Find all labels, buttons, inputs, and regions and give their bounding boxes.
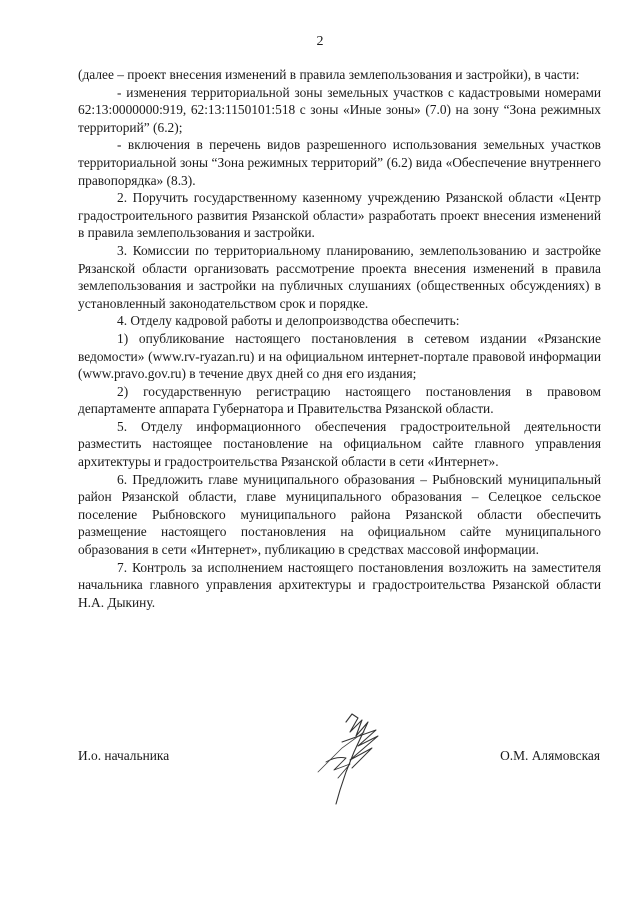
paragraph-item-4: 4. Отделу кадровой работы и делопроизводства обеспечить: <box>117 313 460 329</box>
page-number: 2 <box>316 34 324 49</box>
paragraph-item-6: 6. Предложить главе муниципального образования – Рыбновский муниципальный район Рязанской области, главе муниципального образования – Селецкое сельское поселение Рыбновского муниципального района Рязанской области обеспечить размещение настоящего постановления на официальном сайте муниципального образования в сети «Интернет», публикацию в средствах массовой информации. <box>78 471 601 558</box>
signatory-position: И.о. начальника <box>78 748 170 763</box>
paragraph-item-5: 5. Отделу информационного обеспечения градостроительной деятельности разместить настоящее постановление на официальном сайте главного управления архитектуры и градостроительства Рязанской области в сети «Интернет». <box>78 418 601 470</box>
document-body <box>78 66 601 611</box>
paragraph-item-4-1: 1) опубликование настоящего постановления в сетевом издании «Рязанские ведомости» (www.rv-ryazan.ru) и на официальном интернет-портале правовой информации (www.pravo.gov.ru) в течение двух дней со дня его издания; <box>78 330 601 382</box>
paragraph-item-4-2: 2) государственную регистрацию настоящего постановления в правовом департаменте аппарата Губернатора и Правительства Рязанской области. <box>78 383 601 417</box>
paragraph-item-7: 7. Контроль за исполнением настоящего постановления возложить на заместителя начальника главного управления архитектуры и градостроительства Рязанской области Н.А. Дыкину. <box>78 559 601 610</box>
paragraph-intro-continuation: (далее – проект внесения изменений в правила землепользования и застройки), в части: <box>78 67 580 82</box>
paragraph-usage-type: - включения в перечень видов разрешенного использования земельных участков территориальной зоны “Зона режимных территорий” (6.2) вида «Обеспечение внутреннего правопорядка» (8.3). <box>78 137 601 188</box>
handwritten-signature <box>306 712 396 812</box>
paragraph-item-2: 2. Поручить государственному казенному учреждению Рязанской области «Центр градостроительного развития Рязанской области» разработать проект внесения изменений в правила землепользования и застройки. <box>78 190 601 241</box>
paragraph-item-3: 3. Комиссии по территориальному планированию, землепользованию и застройке Рязанской области организовать рассмотрение проекта внесения изменений в правила землепользования и застройки на публичных слушаниях (общественных обсуждениях) в установленный законодательством срок и порядке. <box>78 242 601 311</box>
paragraph-zone-change: - изменения территориальной зоны земельных участков с кадастровыми номерами 62:13:0000000:919, 62:13:1150101:518 с зоны «Иные зоны» (7.0) на зону “Зона режимных территорий” (6.2); <box>78 84 601 135</box>
signatory-name: О.М. Алямовская <box>500 748 600 763</box>
